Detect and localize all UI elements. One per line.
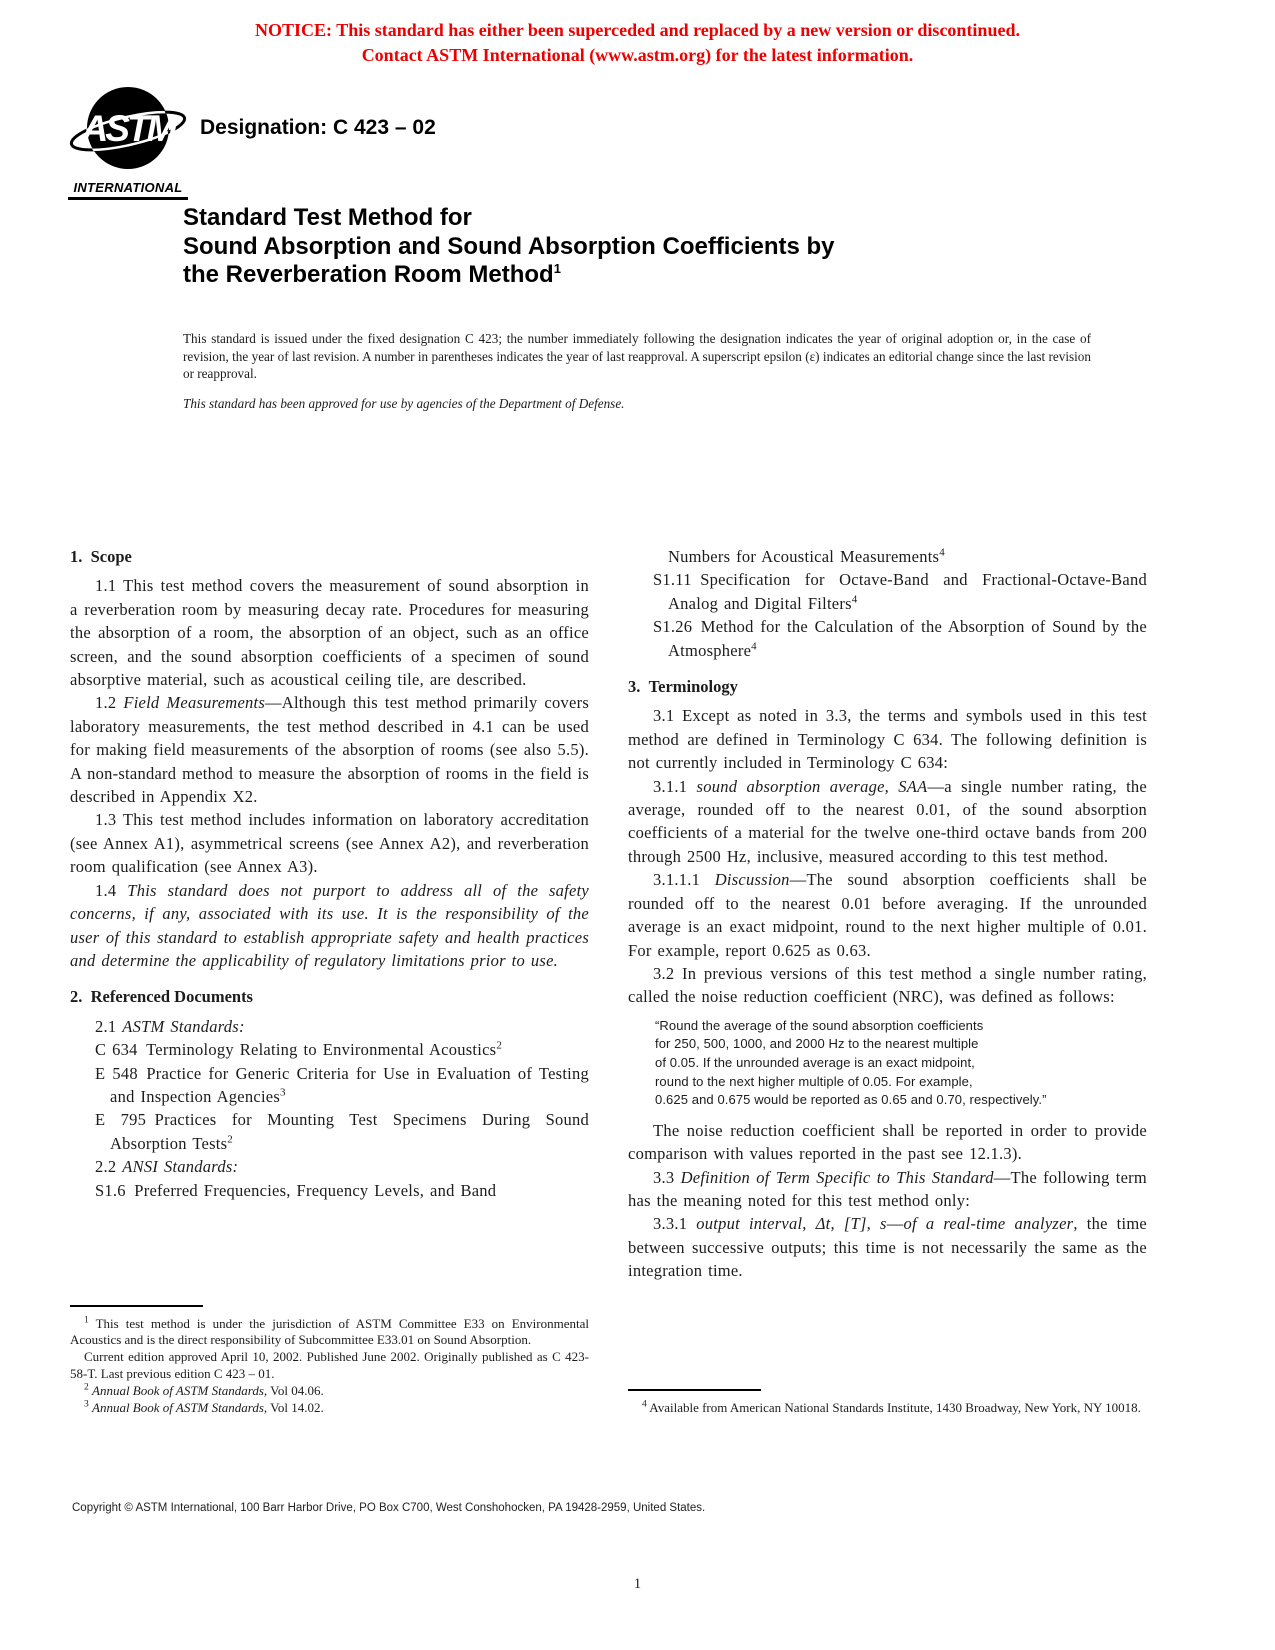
paragraph: 3.1 Except as noted in 3.3, the terms and symbols used in this test method are defined in Terminology C 634. The following definition is not currently included in Terminology C 634: (628, 706, 1147, 773)
paragraph: 3.2 In previous versions of this test method a single number rating, called the noise reduction coefficient (NRC), was defined as follows: (628, 963, 1147, 1007)
standard-title (183, 204, 835, 290)
logo-international-label: INTERNATIONAL (68, 180, 188, 200)
notice-line-2: Contact ASTM International (www.astm.org) for the latest information. (361, 45, 914, 65)
paragraph: 2.2 ANSI Standards: (95, 1157, 239, 1177)
reference-continuation: Numbers for Acoustical Measurements$^4$ (668, 546, 945, 566)
title-footnote-ref: 1 (553, 261, 561, 276)
paragraph: 1.1 This test method covers the measurement of sound absorption in a reverberation room by measuring decay rate. Procedures for measuring the absorption of a room, the absorption of an object, such as an office screen, and the sound absorption coefficients of a specimen of sound absorptive material, such as acoustical ceiling tile, are described. (70, 576, 589, 690)
astm-globe-icon (68, 84, 188, 174)
title-line-1: Standard Test Method for (183, 204, 472, 231)
reference-item: E 548 Practice for Generic Criteria for Use in Evaluation of Testing and Inspection Agencies$^3$ (95, 1063, 589, 1106)
title-line-3: the Reverberation Room Method$^1$ (183, 261, 561, 288)
section-heading: 1. Scope (70, 547, 132, 566)
paragraph: The noise reduction coefficient shall be reported in order to provide comparison with values reported in the past see 12.1.3). (628, 1120, 1147, 1164)
logo-acronym: ASTM (81, 108, 175, 149)
footnote: Current edition approved April 10, 2002. Published June 2002. Originally published as C 423-58-T. Last previous edition C 423 – 01. (70, 1349, 589, 1382)
left-column (70, 545, 589, 1417)
footnote: $^3$ Annual Book of ASTM Standards, Vol 14.02. (84, 1399, 324, 1416)
page-number: 1 (633, 1576, 642, 1592)
issue-statement: This standard is issued under the fixed designation C 423; the number immediately following the designation indicates the year of original adoption or, in the case of revision, the year of last revision. A number in parentheses indicates the year of last reapproval. A superscript epsilon (ε) indicates an editorial change since the last revision or reapproval. (183, 331, 1091, 382)
section-heading: 3. Terminology (628, 677, 738, 697)
notice-line-1: NOTICE: This standard has either been superceded and replaced by a new version or discontinued. (255, 20, 1020, 40)
reference-item: S1.11 Specification for Octave-Band and Fractional-Octave-Band Analog and Digital Filters$^4$ (653, 570, 1147, 613)
footnote: $^4$ Available from American National Standards Institute, 1430 Broadway, New York, NY 10018. (642, 1399, 1141, 1416)
paragraph: 3.3 Definition of Term Specific to This Standard—The following term has the meaning noted for this test method only: (628, 1167, 1148, 1210)
nrc-definition-quote: “Round the average of the sound absorption coefficients for 250, 500, 1000, and 2000 Hz to the nearest multiple of 0.05. If the unrounded average is an exact midpoint, round to the next higher multiple of 0.05. For example, 0.625 and 0.675 would be reported as 0.65 and 0.70, respectively.” (655, 1017, 1047, 1108)
right-column (628, 545, 1147, 1417)
reference-item: E 795 Practices for Mounting Test Specimens During Sound Absorption Tests$^2$ (95, 1110, 589, 1153)
paragraph: 3.1.1 sound absorption average, SAA—a single number rating, the average, rounded off to the nearest 0.01, of the sound absorption coefficients of a material for the twelve one-third octave bands from 200 through 2500 Hz, inclusive, measured according to this test method. (628, 776, 1148, 866)
copyright-line: Copyright © ASTM International, 100 Barr Harbor Drive, PO Box C700, West Conshohocken, PA 19428-2959, United States. (72, 1502, 706, 1514)
paragraph: 1.3 This test method includes information on laboratory accreditation (see Annex A1), asymmetrical screens (see Annex A2), and reverberation room qualification (see Annex A3). (70, 810, 589, 877)
astm-logo (68, 84, 188, 200)
designation: Designation: C 423 – 02 (200, 116, 436, 139)
footnotes-block (70, 1299, 589, 1417)
footnote: $^2$ Annual Book of ASTM Standards, Vol 04.06. (84, 1382, 324, 1399)
footnote: $^1$ This test method is under the jurisdiction of ASTM Committee E33 on Environmental Acoustics and is the direct responsibility of Subcommittee E33.01 on Sound Absorption. (70, 1315, 589, 1348)
paragraph: 2.1 ASTM Standards: (95, 1016, 245, 1036)
reference-item: S1.6 Preferred Frequencies, Frequency Levels, and Band (95, 1180, 497, 1200)
paragraph: 3.1.1.1 Discussion—The sound absorption coefficients shall be rounded off to the nearest 0.01 before averaging. If the unrounded average is an exact midpoint, round to the next higher multiple of 0.01. For example, report 0.625 as 0.63. (628, 870, 1147, 960)
paragraph: 1.4 This standard does not purport to address all of the safety concerns, if any, associated with its use. It is the responsibility of the user of this standard to establish appropriate safety and health practices and determine the applicability of regulatory limitations prior to use. (70, 880, 590, 970)
body-columns (70, 545, 1147, 1417)
supersession-notice (0, 18, 1275, 68)
dod-approval-note: This standard has been approved for use by agencies of the Department of Defense. (183, 396, 625, 411)
section-heading: 2. Referenced Documents (70, 987, 253, 1007)
paragraph: 3.3.1 output interval, Δt, [T], s—of a real-time analyzer, the time between successive outputs; this time is not necessarily the same as the integration time. (628, 1214, 1148, 1281)
title-line-2: Sound Absorption and Sound Absorption Coefficients by (183, 232, 835, 260)
footnotes-block (628, 1383, 1147, 1417)
paragraph: 1.2 Field Measurements—Although this test method primarily covers laboratory measurements, the test method described in 4.1 can be used for making field measurements of the absorption of rooms (see also 5.5). A non-standard method to measure the absorption of rooms in the field is described in Appendix X2. (70, 693, 589, 807)
reference-item: S1.26 Method for the Calculation of the Absorption of Sound by the Atmosphere$^4$ (653, 617, 1147, 660)
reference-item: C 634 Terminology Relating to Environmental Acoustics$^2$ (95, 1039, 503, 1060)
